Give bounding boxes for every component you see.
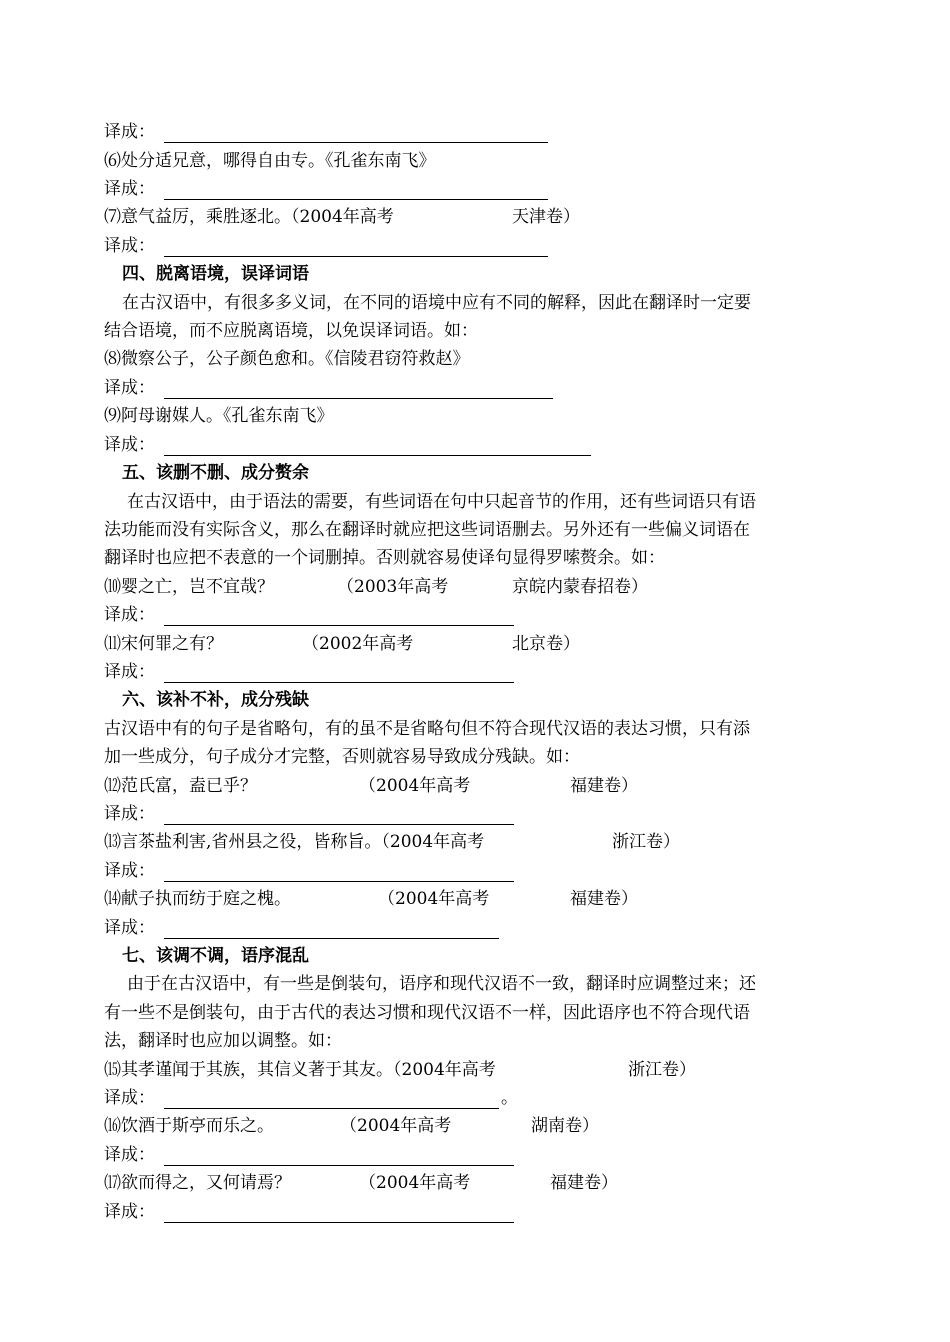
question-source: 天津卷） — [512, 207, 580, 227]
answer-label: 译成： — [104, 378, 155, 398]
answer-label: 译成： — [104, 435, 155, 455]
answer-line — [104, 1084, 844, 1112]
answer-label: 译成： — [104, 236, 155, 256]
question-text: ⑻微察公子，公子颜色愈和。《信陵君窃符救赵》 — [104, 349, 470, 369]
answer-label: 译成： — [104, 1145, 155, 1165]
question-source: （2004年高考 — [359, 776, 471, 796]
paragraph-line: 在古汉语中，有很多多义词，在不同的语境中应有不同的解释，因此在翻译时一定要 — [122, 293, 751, 313]
question-15 — [104, 1056, 844, 1084]
answer-line — [104, 800, 844, 828]
answer-blank[interactable] — [164, 455, 591, 456]
question-source-paper: 福建卷） — [550, 1173, 618, 1193]
question-8 — [104, 345, 844, 373]
answer-label: 译成： — [104, 605, 155, 625]
question-10 — [104, 573, 844, 601]
question-14 — [104, 885, 844, 913]
section-heading-6: 六、该补不补，成分残缺 — [122, 690, 309, 710]
answer-line — [104, 857, 844, 885]
question-source-paper: 北京卷） — [512, 634, 580, 654]
question-source-paper: 湖南卷） — [531, 1116, 599, 1136]
section-heading-5: 五、该删不删、成分赘余 — [122, 463, 309, 483]
answer-line — [104, 1141, 844, 1169]
question-text: ⒄欲而得之，又何请焉？ — [104, 1173, 291, 1193]
answer-blank[interactable] — [164, 1222, 514, 1223]
question-13 — [104, 828, 844, 856]
question-source: 浙江卷） — [628, 1060, 696, 1080]
question-9 — [104, 402, 844, 430]
question-12 — [104, 772, 844, 800]
question-6 — [104, 147, 844, 175]
question-source: （2004年高考 — [378, 889, 490, 909]
answer-line — [104, 175, 844, 203]
answer-line — [104, 431, 844, 459]
answer-label: 译成： — [104, 861, 155, 881]
paragraph-line: 法，翻译时也应加以调整。如： — [104, 1031, 342, 1051]
question-text: ⒂其孝谨闻于其族，其信义著于其友。（2004年高考 — [104, 1060, 496, 1080]
paragraph-line: 法功能而没有实际含义，那么在翻译时就应把这些词语删去。另外还有一些偏义词语在 — [104, 520, 750, 540]
question-text: ⑺意气益厉，乘胜逐北。（2004年高考 — [104, 207, 394, 227]
question-source: （2002年高考 — [302, 634, 414, 654]
section-heading-7: 七、该调不调，语序混乱 — [122, 946, 309, 966]
answer-label: 译成： — [104, 662, 155, 682]
answer-blank[interactable] — [164, 824, 514, 825]
answer-blank[interactable] — [164, 256, 548, 257]
section-heading-4: 四、脱离语境，误译词语 — [122, 264, 309, 284]
answer-line — [104, 118, 844, 146]
question-16 — [104, 1112, 844, 1140]
answer-period: 。 — [501, 1088, 518, 1108]
answer-blank[interactable] — [164, 199, 548, 200]
answer-line — [104, 374, 844, 402]
paragraph-line: 加一些成分，句子成分才完整，否则就容易导致成分残缺。如： — [104, 747, 580, 767]
answer-blank[interactable] — [164, 142, 548, 143]
paragraph-line: 有一些不是倒装句，由于古代的表达习惯和现代汉语不一样，因此语序也不符合现代语 — [104, 1003, 750, 1023]
paragraph-line: 结合语境，而不应脱离语境，以免误译词语。如： — [104, 321, 478, 341]
answer-blank[interactable] — [164, 938, 499, 939]
question-11 — [104, 630, 844, 658]
answer-blank[interactable] — [164, 398, 553, 399]
answer-line — [104, 658, 844, 686]
question-17 — [104, 1169, 844, 1197]
question-source-paper: 福建卷） — [570, 776, 638, 796]
paragraph-line: 翻译时也应把不表意的一个词删掉。否则就容易使译句显得罗嗦赘余。如： — [104, 548, 665, 568]
question-source: （2004年高考 — [359, 1173, 471, 1193]
question-text: ⑼阿母谢媒人。《孔雀东南飞》 — [104, 406, 334, 426]
answer-blank[interactable] — [164, 881, 514, 882]
answer-blank[interactable] — [164, 625, 514, 626]
question-text: ⑽婴之亡，岂不宜哉？ — [104, 577, 274, 597]
answer-blank[interactable] — [164, 682, 514, 683]
answer-line — [104, 1198, 844, 1226]
question-source-paper: 福建卷） — [570, 889, 638, 909]
paragraph-line: 在古汉语中，由于语法的需要，有些词语在句中只起音节的作用，还有些词语只有语 — [127, 492, 756, 512]
question-source-paper: 京皖内蒙春招卷） — [512, 577, 648, 597]
answer-label: 译成： — [104, 122, 155, 142]
paragraph-line: 古汉语中有的句子是省略句，有的虽不是省略句但不符合现代汉语的表达习惯，只有添 — [104, 719, 750, 739]
answer-label: 译成： — [104, 179, 155, 199]
question-text: ⒃饮酒于斯亭而乐之。 — [104, 1116, 274, 1136]
answer-label: 译成： — [104, 804, 155, 824]
answer-label: 译成： — [104, 1088, 155, 1108]
answer-line — [104, 914, 844, 942]
question-7 — [104, 203, 844, 231]
question-text: ⑹处分适兄意，哪得自由专。《孔雀东南飞》 — [104, 151, 436, 171]
question-source: （2004年高考 — [340, 1116, 452, 1136]
answer-blank[interactable] — [164, 1165, 514, 1166]
answer-blank[interactable] — [164, 1108, 499, 1109]
answer-line — [104, 232, 844, 260]
question-text: ⑿范氏富，盍已乎？ — [104, 776, 257, 796]
question-source: （2003年高考 — [337, 577, 449, 597]
answer-line — [104, 601, 844, 629]
question-text: ⒁献子执而纺于庭之槐。 — [104, 889, 291, 909]
question-text: ⑾宋何罪之有？ — [104, 634, 223, 654]
paragraph-line: 由于在古汉语中，有一些是倒装句，语序和现代汉语不一致，翻译时应调整过来；还 — [127, 974, 756, 994]
question-source: 浙江卷） — [612, 832, 680, 852]
answer-label: 译成： — [104, 918, 155, 938]
question-text: ⒀言茶盐利害,省州县之役，皆称旨。（2004年高考 — [104, 832, 485, 852]
answer-label: 译成： — [104, 1202, 155, 1222]
